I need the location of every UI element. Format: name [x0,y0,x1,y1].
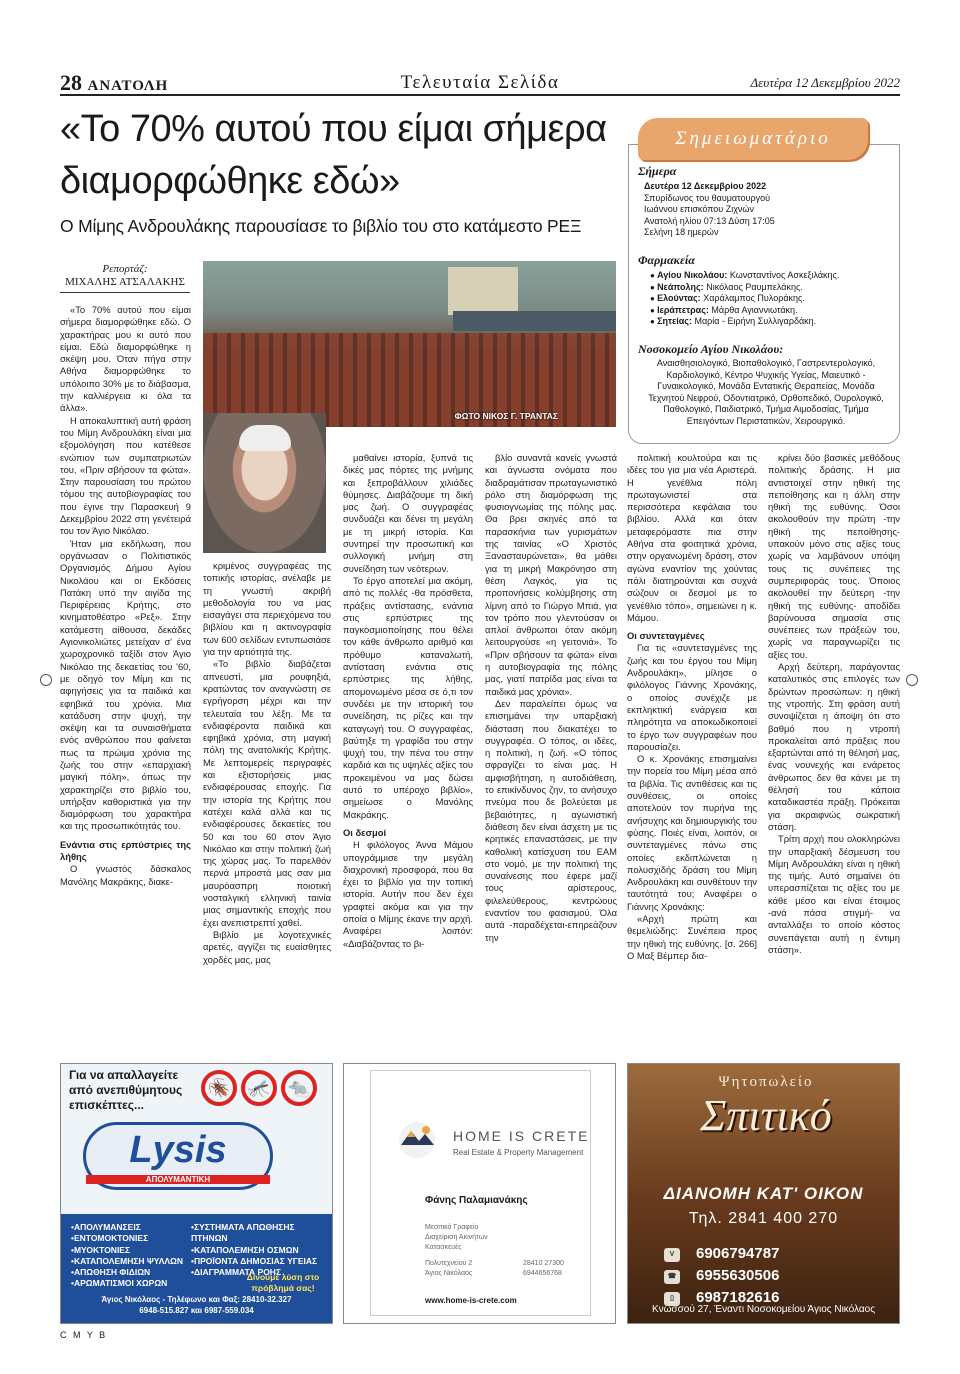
masthead [60,70,900,96]
mosquito-icon: 🦟 [241,1070,277,1106]
registration-mark-right [906,674,918,686]
lysis-contact: Άγιος Νικόλαος - Τηλέφωνο και Φαξ: 28410-32.327 6948-515.827 και 6987-559.034 [101,1295,292,1315]
memo-banner: Σημειωματάριο [638,118,868,160]
paragraph: Ήταν μια εκδήλωση, που οργάνωσαν ο Πολιτιστικός Οργανισμός Δήμου Αγίου Νικολάου και οι Εκδόσεις Πατάκη υπό την αιγίδα της Περιφέρειας Κρήτης, στο κινηματοθέατρο «Ρεξ». Στην κατάμεστη αίθουσα, δεκάδες Αγιονικολιώτες μετείχαν σ' ένα χωροχρονικό ταξίδι στον Άγιο Νικόλαο της δεκαετίας του '60, με οδηγό τον Μίμη και τις αφηγήσεις για τα παιδικά και εφηβικά του χρόνια. Μια κατάδυση στην ψυχή, την σκέψη και τα συναισθήματα ενός ανθρώπου που φαίνεται πως τα πρώιμα χρόνια της ζωής του στην «επαρχιακή μαγική πόλη», όπως την χαρακτηρίζει στο βιβλίο του, υπήρξαν καθοριστικά για την διαμόρφωση του χαρακτήρα και της προσωπικότητάς του. [60,537,191,832]
pharmacy-list [650,270,839,328]
paragraph: κρίνει δύο βασικές μεθόδους πολιτικής δράσης. Η μια αντιστοιχεί στην ηθική της πεποίθησης και η άλλη στην ηθική της ευθύνης. Όσοι ακολουθούν την πρώτη -την ηθική της πεποίθησης- υπακούν μόνο στις αξίες τους χωρίς να λαμβάνουν υπόψη τους τις συνέπειες της συμπεριφοράς τους. Όποιος ακολουθεί την δεύτερη -την ηθική της ευθύνης- αποδίδει βαρύνουσα σημασία στις συνέπειες των πράξεών του, χωρίς να παραγνωρίζει τις αξίες του. [768,452,900,660]
paragraph: βλίο συναντά κανείς γνωστά και άγνωστα ονόματα που διαδραμάτισαν πρωταγωνιστικό ρόλο στη διαμόρφωση της φυσιογνωμίας της πόλης μας. Θα βρει σκηνές από τα παρασκήνια των γυρισμάτων της ταινίας «Ο Χριστός Ξανασταυρώνεται», θα μάθει για τη μικρή Μακρόνησο στη θέση Λαγκός, για τις προπονήσεις κολύμβησης στη λίμνη από το Γιώργο Μπιά, για τον τρόπο που γλεντούσαν οι απλοί άνθρωποι όταν ακόμη λειτουργούσε «η γειτονιά». Το «Πριν σβήσουν τα φώτα» είναι η αυτοβιογραφία της πόλης μας, γιατί πατρίδα μας είναι τα παιδικά μας χρόνια». [485,452,617,697]
paragraph: Ο γνωστός δάσκαλος Μανόλης Μακράκης, διακε- [60,863,191,887]
paragraph: Ο κ. Χρονάκης επισημαίνει την πορεία του Μίμη μέσα από τα βιβλία. Τις αντιθέσεις και τις συνθέσεις, οι οποίες αποτελούν τον πυρήνα της ανήσυχης και δημιουργικής του φύσης. Ποιές είναι, λοιπόν, οι συντεταγμένες πάνω στις οποίες εκδιπλώνεται η πολυσχιδής δράση του Μίμη Ανδρουλάκη και συνθέτουν την ταυτότητά του; Αναφέρει ο Γιάννης Χρονάκης: [627,753,757,912]
pharmacy-item: ● Ιεράπετρας: Μάρθα Αγιαννιωτάκη. [650,305,839,317]
pharmacy-item: ● Ελούντας: Χαράλαμπος Πυλοράκης. [650,293,839,305]
spitiko-title: Ψητοπωλείο Σπιτικό [700,1074,832,1140]
home-website: www.home-is-crete.com [425,1296,517,1305]
paragraph: «Αρχή πρώτη και θεμελιώδης: Συνέπεια προς την ηθική της ευθύνης. [σ. 266] Ο Μαξ Βέμπερ δια- [627,912,757,961]
memo-today: Δευτέρα 12 Δεκεμβρίου 2022 Σπυρίδωνος του θαυματουργού Ιωάννου επισκόπου Ζιχνών Ανατολή ηλίου 07:13 Δύση 17:05 Σελήνη 18 ημερών [644,181,775,237]
photo-credit: ΦΩΤΟ ΝΙΚΟΣ Γ. ΤΡΑΝΤΑΣ [454,411,558,421]
page-number: 28 ΑΝΑΤΟΛΗ [60,70,169,95]
home-card-frame [370,1070,591,1316]
lysis-ad [60,1063,333,1324]
reporter-byline: Ρεπορτάζ: ΜΙΧΑΛΗΣ ΑΤΣΑΛΑΚΗΣ [60,263,190,293]
section-title: Τελευταία Σελίδα [400,72,560,93]
memo-hospital-label: Νοσοκομείο Αγίου Νικολάου: [638,342,784,356]
lysis-slogan: Δίνουμε λύση στο πρόβλημά σας! [246,1272,320,1294]
memo-hospital-text: Αναισθησιολογικό, Βιοπαθολογικό, Γαστρεντερολογικό, Καρδιολογικό, Κέντρο Ψυχικής Υγείας, Μαιευτικό - Γυναικολογικό, Μονάδα Εντατικής Θεραπείας, Μονάδα Τεχνητού Νεφρού, Οδοντιατρικό, Ορθοπεδικό, Ουρολογικό, Παθολογικό, Παιδιατρικό, Τμήμα Αιμοδοσίας, Τμήμα Επειγόντων Περιστατικών, Χειρουργικό. [648,358,884,426]
rat-icon: 🐀 [281,1070,317,1106]
home-logo-icon [397,1121,437,1159]
cockroach-icon: 🪳 [201,1070,237,1106]
paragraph: Το έργο αποτελεί μια ακόμη, από τις πολλές -θα πρόσθετα, πράξεις αντίστασης, ενάντια στις ερπύστριες της παγκοσμιοποίησης που θέλει τον κάθε άνθρωπο αριθμό και πρόθυμο καταναλωτή, αντίσταση ενάντια στις ερπύστριες της λήθης, απομονωμένο μέσα σε ό,τι τον συνδέει με την ιστορική του συνείδηση, τις ρίζες και την καταγωγή του. Ο συγγραφέας, βαύτηξε τη γραφίδα του στην ψυχή του, την πένα του στην καρδιά και τις υψηλές αξίες του προκειμένου να μας δώσει αυτό το υπέροχο βιβλίο», σημείωσε ο Μανόλης Μακράκης. [343,574,473,820]
paragraph: Για τις «συντεταγμένες της ζωής και του έργου του Μίμη Ανδρουλάκη», μίλησε ο φιλόλογος Γιάννης Χρονάκης, ο οποίος συνέχιζε με εκπληκτική ενάργεια και πληρότητα να αποκωδικοποιεί το έργο των συγγραφέων που παρουσίαζει. [627,642,757,752]
spitiko-delivery: ΔΙΑΝΟΜΗ ΚΑΤ' ΟΙΚΟΝ [663,1184,864,1203]
publication-name: ΑΝΑΤΟΛΗ [87,78,169,94]
paragraph: Δεν παραλείπει όμως να επισημάνει την υπαρξιακή διάσταση που διακατέχει το συγγραφέα. Ο τόπος, οι ιδέες, η πολιτική, η ζωή. «Ο τόπος σφραγίζει το είναι μας. Η αμφισβήτηση, η αυτοδιάθεση, το επικίνδυνος ζην, το ανήσυχο πνεύμα που δε βολεύεται με βεβαιότητες, η αγωνιστική διάθεση δεν είναι άσχετη με τις κρητικές επαναστάσεις, με την καθολική κατίσχυση του ΕΑΜ στο νομό, με την πολιτική της συναίνεσης που έφερε μαζί τους αρίστερους, φιλελεύθερους, κεντρώους εναντίον του φασισμού. Όλα αυτά -παραδέχεται-επηρεάζουν την [485,697,617,943]
paragraph: πολιτική κουλτούρα και τις ιδέες του για μια νέα Αριστερά. Η γενέθλια πόλη πρωταγωνιστεί στα περισσότερα κεφάλαια του βιβλίου. Αλλά και όταν μεταφερόμαστε πια στην Αθήνα στα φοιτητικά χρόνια, στην οργανωμένη δράση, στον αγώνα εναντίον της χούντας πάλι διατηρούνται και συχνά σώζουν οι δεσμοί με το γενέθλιο τόπο», σημειώνει η κ. Μάμου. [627,452,757,623]
home-brand: HOME IS CRETE [453,1128,590,1144]
stage-panel [453,311,616,331]
spitiko-address: Κνωσσού 27, Έναντι Νοσοκομείου Άγιος Νικόλαος [651,1304,876,1315]
paragraph: Βιβλίο με λογοτεχνικές αρετές, αγγίζει τις ευαίσθητες χορδές μας, μας [203,928,331,965]
phone-icon: ☎ [664,1270,680,1284]
spitiko-mobile: 6955630506 [696,1267,780,1284]
projection-screen [448,267,518,315]
spitiko-mobile: 6987182616 [696,1289,780,1306]
article-column-6 [768,452,900,956]
home-tagline: Real Estate & Property Management [453,1148,584,1157]
paragraph: Η αποκαλυπτική αυτή φράση του Μίμη Ανδρουλάκη είναι μια εξομολόγηση που κατέθεσε ενώπιον των συμπατριωτών του, «Πριν σβήσουν τα φώτα». Στην παρουσίαση του πρώτου τόμου της αυτοβιογραφίας του που έγινε την Παρασκευή 9 Δεκεμβρίου 2022 στη γενέτειρά του τον Άγιο Νικόλαο. [60,414,191,537]
article-column-4 [485,452,617,944]
memo-box [628,114,900,447]
pharmacy-item: ● Νεάπολης: Νικόλαος Ραυμπελάκης. [650,282,839,294]
article-column-3 [343,452,473,950]
pest-icons [201,1070,317,1106]
paragraph: «Το βιβλίο διαβάζεται απνευστί, μια ρουφηξιά, κρατώντας τον αναγνώστη σε εγρήγορση μέχρι και την τελευταία του λέξη. Με τα ενδιαφέροντα παιδικά και εφηβικά χρόνια, στη μαγική πόλη της ανατολικής Κρήτης. Με λεπτομερείς περιγραφές και εξιστορήσεις μιας ενδιαφέρουσας εποχής. Για την ιστορία της Κρήτης που κατέχει καλά αλλά και τις ενδιαφέρουσες δεκαετίες του 50 και του 60 στον Άγιο Νικόλαο και στην πολιτική ζωή της χώρας μας. Το παρελθόν περνά μπροστά μας σαν μια μαυρόασπρη ποιοτική νοσταλγική ελληνική ταινία μιας σημαντικής εποχής που έχει ανεπιστρεπτί χαθεί. [203,658,331,928]
paragraph: μαθαίνει ιστορία, ξυπνά τις δικές μας πόρτες της μνήμης και ξεπροβάλλουν χιλιάδες θύμησες. Διαβάζουμε τη δική μας ζωή. Ο συγγραφέας συνδυάζει και δένει τη μεγάλη με τη μικρή ιστορία. Και συντηρεί την προσωπική και συλλογική μνήμη στη συνείδηση των νεότερων. [343,452,473,574]
article-column-2 [203,560,331,966]
lysis-services-right: •ΣΥΣΤΗΜΑΤΑ ΑΠΩΘΗΣΗΣ ΠΤΗΝΩΝ •ΚΑΤΑΠΟΛΕΜΗΣΗ ΟΣΜΩΝ •ΠΡΟΪΟΝΤΑ ΔΗΜΟΣΙΑΣ ΥΓΕΙΑΣ •ΔΙΑΓΡΑΜΜΑΤΑ ΡΟΗΣ [191,1222,318,1278]
paragraph: κριμένος συγγραφέας της τοπικής ιστορίας, ανέλαβε με τη γνωστή ακριβή μεθοδολογία του να μας εισαγάγει στα περιεχόμενα του βιβλίου και η ακτινογραφία των 600 σελίδων εντυπωσιάσε για την αρτιότητά της. [203,560,331,658]
article-column-5 [627,452,757,962]
home-is-crete-ad [343,1063,616,1324]
spitiko-ad [627,1063,900,1324]
paragraph: Αρχή δεύτερη, παράγοντας καταλυτικός στις επιλογές των δρώντων προσώπων: η ηθική της ντροπής. Στη φράση αυτή συνοψίζεται η άποψη ότι στο βαθμό που η ντροπή προκαλείται από πράξεις που εξαρτώνται από τη θέλησή μας, ένας νουνεχής και ενάρετος άνθρωπος δεν θα κάνει με τη θέλησή του κάποια καταδικαστέα πράξη. Πρόκειται για ακραιφνώς σωκρατική στάση. [768,661,900,832]
home-services: Μεσιτικό Γραφείο Διαχείριση Ακινήτων Κατασκευές [425,1224,488,1251]
author-portrait [203,413,326,553]
subheading: Οι συντεταγμένες [627,630,705,642]
article-headline: «Το 70% αυτού που είμαι σήμερα διαμορφώθηκε εδώ» [60,108,607,202]
memo-pharmacies-label: Φαρμακεία [638,253,695,267]
issue-date: Δευτέρα 12 Δεκεμβρίου 2022 [750,75,900,90]
paragraph: Η φιλόλογος Άννα Μάμου υπογράμμισε την μεγάλη διαχρονική προσφορά, που θα έχει το βιβλίο για την τοπική ιστορία. Αυτήν που δεν έχει γραφτεί ακόμα και για την οποία ο Μίμης έκανε την αρχή. Αναφέρει λοιπόν: «Διαβάζοντας το βι- [343,839,473,949]
lysis-services-left: •ΑΠΟΛΥΜΑΝΣΕΙΣ •ΕΝΤΟΜΟΚΤΟΝΙΕΣ •ΜΥΟΚΤΟΝΙΕΣ •ΚΑΤΑΠΟΛΕΜΗΣΗ ΨΥΛΛΩΝ •ΑΠΩΘΗΣΗ ΦΙΔΙΩΝ •ΑΡΩΜΑΤΙΣΜΟΙ ΧΩΡΩΝ [71,1222,183,1289]
pharmacy-item: ● Αγίου Νικολάου: Κωνσταντίνος Ασκεξιλάκης. [650,270,839,282]
spitiko-mobile: 6906794787 [696,1245,780,1262]
mobile-icon: ▯ [664,1292,680,1306]
registration-mark-left [40,674,52,686]
article-column-1 [60,304,191,888]
paragraph: Τρίτη αρχή που ολοκληρώνει την υπαρξιακή δέσμευση του Μίμη Ανδρουλάκη είναι η ηθική της τιμής. Αυτό σημαίνει ότι υπερασπίζεται τις αξίες του με κάθε μέσο και είναι έτοιμος -ανά πάσα στιγμή- να ανταλλάξει το οποίο κόστος συνεπάγεται αυτή η έντιμη στάση». [768,833,900,955]
subheading: Ενάντια στις ερπύστριες της λήθης [60,838,191,863]
subheading: Οι δεσμοί [343,826,387,838]
cmyb-marker: C M Y B [60,1330,108,1340]
paragraph: «Το 70% αυτού που είμαι σήμερα διαμορφώθηκε εδώ. Ο χαρακτήρας μου κι αυτό που είμαι. Εδώ διαμορφώθηκε η σκέψη μου. Όταν πήγα στην Αθήνα διαμορφώθηκε το υπόλοιπο 30% με το διάβασμα, την καλλιέργεια κι όλα τα άλλα». [60,304,191,414]
home-address: Πολυτεχνείου 2 Άγιος Νικόλαος [425,1260,473,1277]
memo-today-label: Σήμερα [638,164,677,178]
article-subheadline: Ο Μίμης Ανδρουλάκης παρουσίασε το βιβλίο του στο κατάμεστο ΡΕΞ [60,216,582,236]
lysis-logo: Lysis ΑΠΟΛΥΜΑΝΤΙΚΗ [83,1122,273,1190]
home-phones: 28410 27300 6944656768 [523,1260,564,1277]
spitiko-phone: Τηλ. 2841 400 270 [688,1210,839,1227]
event-photo [203,261,616,427]
lysis-headline: Για να απαλλαγείτε από ανεπιθύμητους επισκέπτες... [69,1068,183,1112]
home-agent-name: Φάνης Παλαμιανάκης [425,1195,528,1206]
viber-icon: V [664,1248,680,1262]
pharmacy-item: ● Σητείας: Μαρία - Ειρήνη Συλλιγαρδάκη. [650,316,839,328]
